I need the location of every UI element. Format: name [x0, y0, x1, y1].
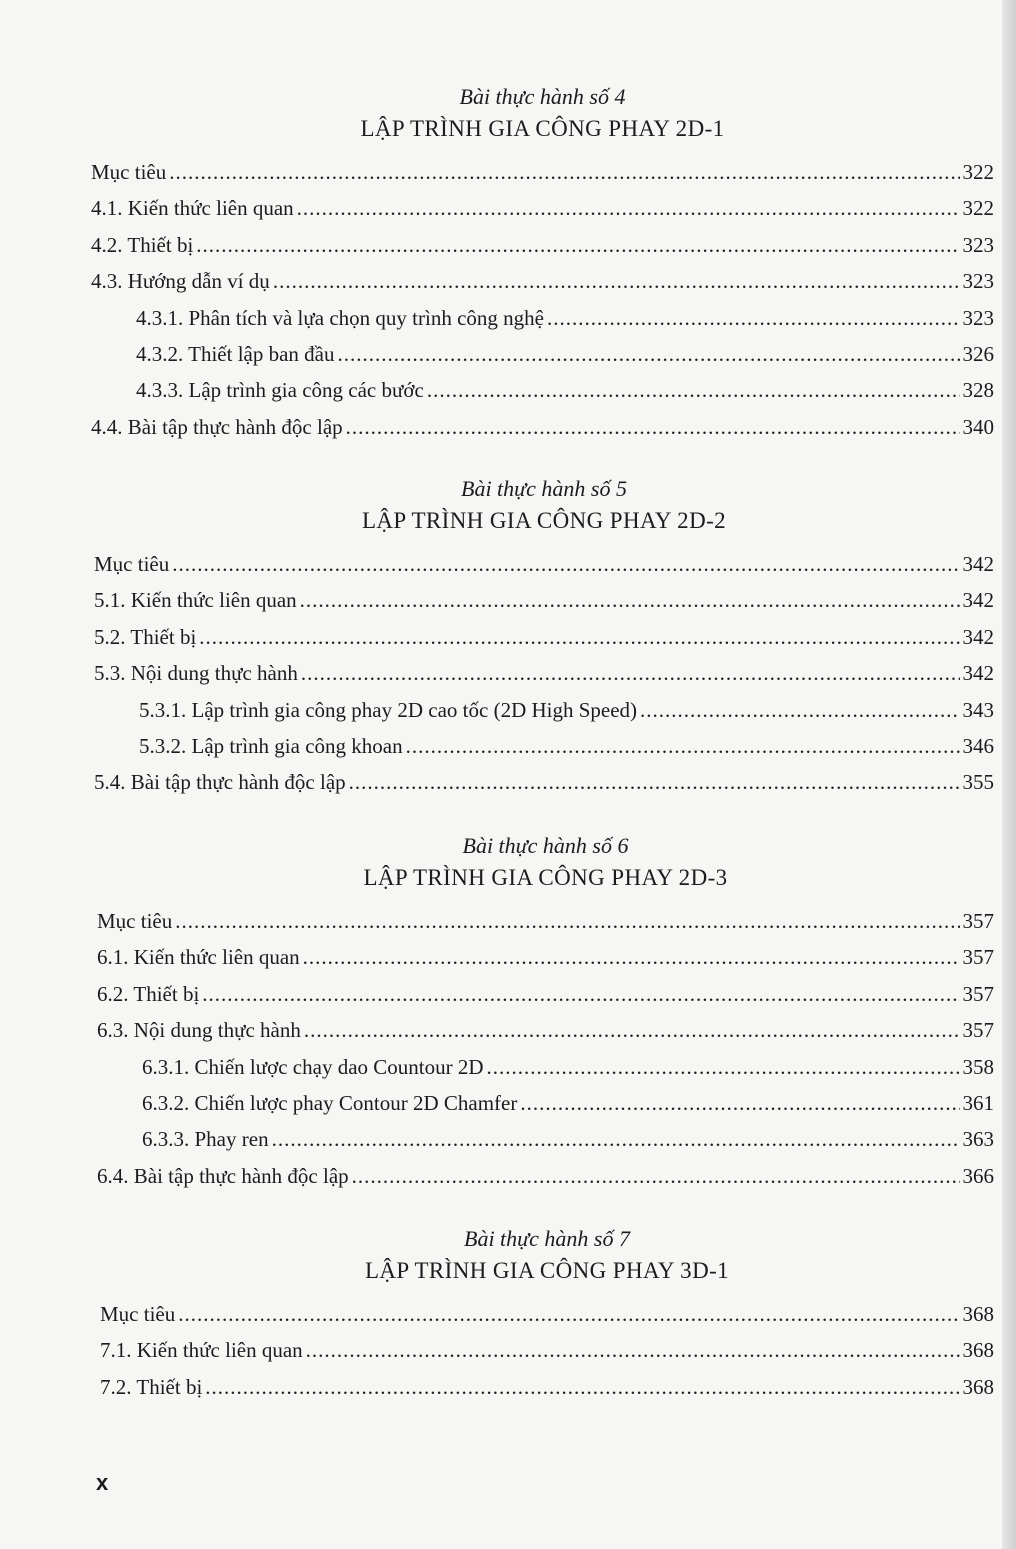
toc-entry-page: 342: [962, 552, 994, 576]
toc-entry: [91, 263, 994, 299]
dot-leader: [547, 300, 960, 336]
toc-entry: [97, 1085, 994, 1121]
toc-entry: [94, 764, 994, 800]
toc-entry: [94, 692, 994, 728]
lesson-heading: Bài thực hành số 6: [462, 833, 629, 858]
toc-entry-page: 342: [962, 661, 994, 686]
toc-entry-label: 6.4. Bài tập thực hành độc lập: [97, 1163, 349, 1188]
toc-entry: [97, 939, 994, 975]
toc-entry-page: 322: [962, 196, 994, 221]
toc-entry-label: Mục tiêu: [94, 552, 170, 576]
toc-entry-page: 368: [962, 1302, 994, 1326]
toc-entry: [91, 190, 994, 226]
toc-entry: [97, 976, 994, 1012]
toc-entry-page: 323: [962, 232, 994, 257]
toc-entry: [97, 903, 994, 939]
dot-leader: [346, 409, 960, 445]
toc-section-6: [0, 831, 1016, 1194]
toc-entry: [91, 336, 994, 372]
toc-entry-page: 368: [962, 1338, 994, 1363]
toc-entry-page: 357: [962, 1018, 994, 1043]
toc-entry-label: 7.1. Kiến thức liên quan: [100, 1338, 303, 1363]
dot-leader: [306, 1332, 960, 1368]
toc-entry-label: 7.2. Thiết bị: [100, 1374, 203, 1399]
toc-entry-page: 343: [962, 697, 994, 722]
lesson-heading: Bài thực hành số 5: [461, 476, 627, 501]
toc-entry-label: 5.3. Nội dung thực hành: [94, 661, 298, 686]
toc-section-4: [0, 82, 1016, 445]
toc-entry-page: 368: [962, 1374, 994, 1399]
toc-entry: [94, 546, 994, 582]
toc-entry: [97, 1012, 994, 1048]
toc-entry: [91, 300, 994, 336]
toc-entry-page: 357: [962, 909, 994, 933]
toc-entry-page: 358: [962, 1054, 994, 1079]
toc-entries: [97, 903, 994, 1194]
lesson-title: LẬP TRÌNH GIA CÔNG PHAY 2D-1: [360, 116, 725, 141]
toc-entry-page: 357: [962, 945, 994, 970]
toc-entry-label: 6.3.3. Phay ren: [142, 1127, 269, 1152]
dot-leader: [205, 1369, 959, 1405]
dot-leader: [303, 939, 960, 975]
toc-entry-label: 4.3.1. Phân tích và lựa chọn quy trình công nghệ: [136, 305, 544, 330]
toc-entry: [91, 372, 994, 408]
lesson-title: LẬP TRÌNH GIA CÔNG PHAY 2D-2: [361, 508, 727, 533]
toc-entry-page: 340: [962, 414, 994, 439]
toc-entry-label: 5.3.1. Lập trình gia công phay 2D cao tốc (2D High Speed): [139, 697, 638, 722]
lesson-title: LẬP TRÌNH GIA CÔNG PHAY 3D-1: [364, 1258, 730, 1283]
lesson-heading: Bài thực hành số 4: [459, 84, 626, 109]
toc-entry-label: 5.2. Thiết bị: [94, 624, 197, 649]
toc-entry: [94, 728, 994, 764]
dot-leader: [178, 1296, 959, 1332]
toc-entry-label: Mục tiêu: [91, 160, 167, 184]
toc-entry-label: 5.4. Bài tập thực hành độc lập: [94, 770, 346, 795]
toc-entry: [94, 619, 994, 655]
toc-entries: [91, 154, 994, 445]
toc-entry: [100, 1296, 994, 1332]
toc-entry-label: 4.1. Kiến thức liên quan: [91, 196, 294, 221]
dot-leader: [199, 619, 959, 655]
toc-entry: [97, 1049, 994, 1085]
toc-entry-page: 322: [962, 160, 994, 184]
toc-entry-page: 361: [962, 1090, 994, 1115]
toc-entry-page: 366: [962, 1163, 994, 1188]
toc-entry-page: 323: [962, 269, 994, 294]
dot-leader: [427, 372, 960, 408]
toc-entry-label: 4.3.3. Lập trình gia công các bước: [136, 378, 424, 403]
dot-leader: [196, 227, 959, 263]
toc-entry: [100, 1369, 994, 1405]
toc-entry: [94, 655, 994, 691]
dot-leader: [520, 1085, 959, 1121]
dot-leader: [175, 903, 959, 939]
toc-section-5: [0, 474, 1016, 801]
toc-entry: [100, 1332, 994, 1368]
toc-entry: [94, 582, 994, 618]
dot-leader: [202, 976, 959, 1012]
toc-entry-label: 6.3.1. Chiến lược chạy dao Countour 2D: [142, 1054, 484, 1079]
dot-leader: [487, 1049, 960, 1085]
toc-entry-label: 5.1. Kiến thức liên quan: [94, 588, 297, 613]
toc-entry-label: Mục tiêu: [100, 1302, 176, 1326]
toc-entry-page: 323: [962, 305, 994, 330]
dot-leader: [338, 336, 960, 372]
dot-leader: [352, 1158, 960, 1194]
toc-entry-label: 4.2. Thiết bị: [91, 232, 194, 257]
toc-entry: [91, 227, 994, 263]
toc-entry-page: 342: [962, 624, 994, 649]
toc-entry: [91, 154, 994, 190]
dot-leader: [172, 546, 959, 582]
toc-entry-page: 342: [962, 588, 994, 613]
toc-entries: [94, 546, 994, 801]
toc-entry: [97, 1158, 994, 1194]
toc-entry-label: 6.3.2. Chiến lược phay Contour 2D Chamfer: [142, 1090, 518, 1115]
dot-leader: [304, 1012, 960, 1048]
toc-entry: [91, 409, 994, 445]
toc-entry-label: 5.3.2. Lập trình gia công khoan: [139, 733, 403, 758]
toc-entry-label: Mục tiêu: [97, 909, 173, 933]
dot-leader: [272, 1121, 960, 1157]
toc-entry: [97, 1121, 994, 1157]
dot-leader: [406, 728, 960, 764]
dot-leader: [301, 655, 960, 691]
page-marker: x: [96, 1470, 109, 1495]
toc-entry-label: 4.3. Hướng dẫn ví dụ: [91, 269, 270, 294]
toc-section-7: [0, 1224, 1016, 1405]
toc-entry-label: 6.1. Kiến thức liên quan: [97, 945, 300, 970]
toc-entry-page: 328: [962, 378, 994, 403]
toc-entry-page: 363: [962, 1127, 994, 1152]
lesson-title: LẬP TRÌNH GIA CÔNG PHAY 2D-3: [363, 865, 728, 890]
dot-leader: [640, 692, 959, 728]
toc-entry-page: 326: [962, 341, 994, 366]
toc-entry-label: 4.3.2. Thiết lập ban đầu: [136, 341, 335, 366]
dot-leader: [300, 582, 960, 618]
toc-entry-label: 4.4. Bài tập thực hành độc lập: [91, 414, 343, 439]
lesson-heading: Bài thực hành số 7: [464, 1226, 630, 1251]
dot-leader: [349, 764, 960, 800]
toc-entries: [100, 1296, 994, 1405]
toc-entry-page: 355: [962, 770, 994, 795]
toc-entry-page: 357: [962, 981, 994, 1006]
dot-leader: [273, 263, 960, 299]
dot-leader: [297, 190, 960, 226]
toc-entry-label: 6.3. Nội dung thực hành: [97, 1018, 301, 1043]
toc-entry-label: 6.2. Thiết bị: [97, 981, 200, 1006]
toc-entry-page: 346: [962, 733, 994, 758]
dot-leader: [169, 154, 959, 190]
